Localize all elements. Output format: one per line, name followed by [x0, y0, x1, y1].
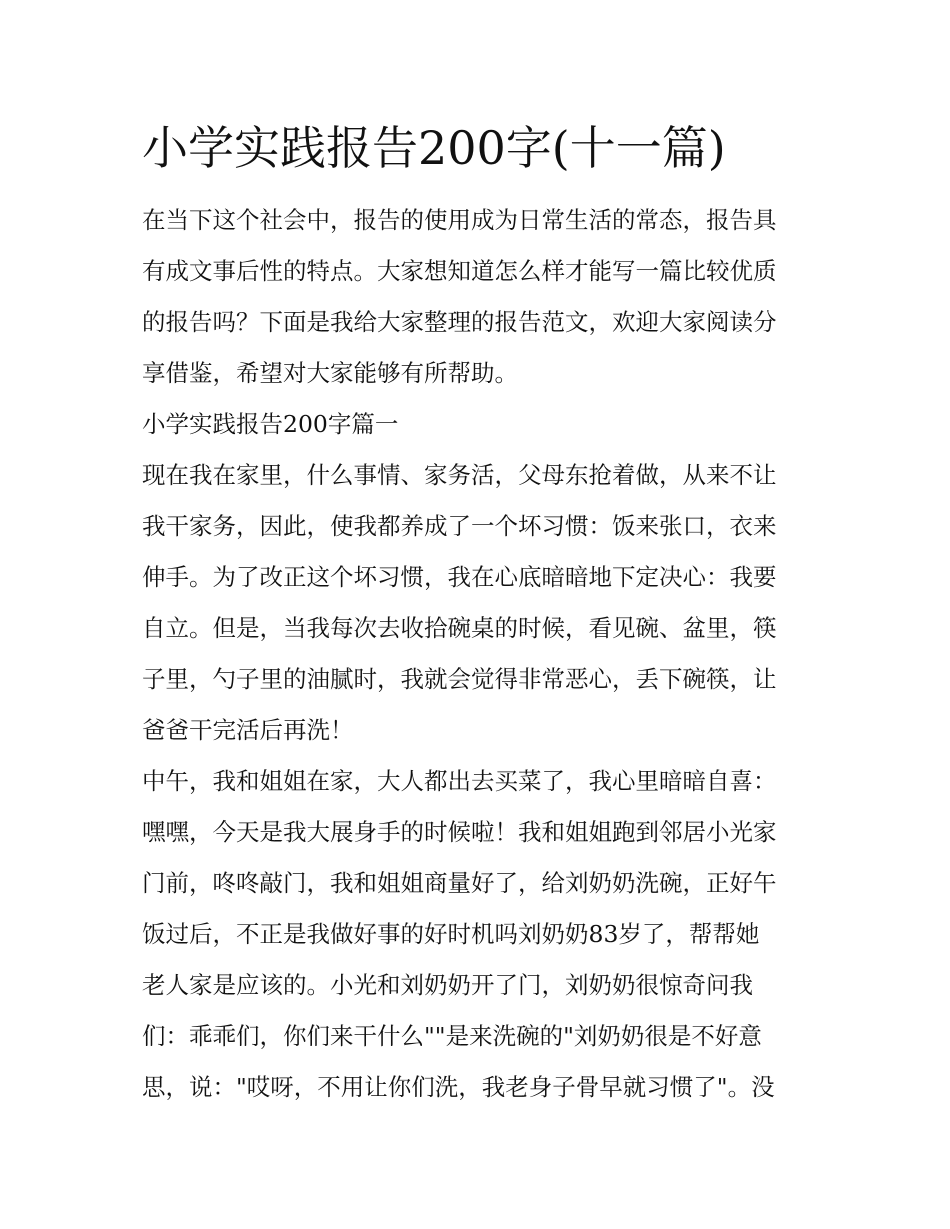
paragraph-line: 爸爸干完活后再洗！	[142, 716, 354, 744]
intro-line: 享借鉴，希望对大家能够有所帮助。	[142, 359, 518, 387]
intro-line: 有成文事后性的特点。大家想知道怎么样才能写一篇比较优质	[142, 257, 777, 285]
document-title: 小学实践报告200字(十一篇)	[142, 121, 726, 175]
paragraph-line: 老人家是应该的。小光和刘奶奶开了门，刘奶奶很惊奇问我	[142, 971, 753, 999]
intro-line: 的报告吗？下面是我给大家整理的报告范文，欢迎大家阅读分	[142, 308, 777, 336]
paragraph-line: 饭过后，不正是我做好事的好时机吗刘奶奶83岁了，帮帮她	[142, 920, 760, 948]
paragraph-line: 自立。但是，当我每次去收拾碗桌的时候，看见碗、盆里，筷	[142, 614, 777, 642]
section-heading: 小学实践报告200字篇一	[142, 410, 399, 438]
document-body	[142, 195, 812, 1113]
paragraph-line: 门前，咚咚敲门，我和姐姐商量好了，给刘奶奶洗碗，正好午	[142, 869, 777, 897]
intro-line: 在当下这个社会中，报告的使用成为日常生活的常态，报告具	[142, 206, 777, 234]
paragraph-line: 现在我在家里，什么事情、家务活，父母东抢着做，从来不让	[142, 461, 777, 489]
paragraph-line: 们：乖乖们，你们来干什么""是来洗碗的"刘奶奶很是不好意	[142, 1022, 762, 1050]
paragraph-line: 子里，勺子里的油腻时，我就会觉得非常恶心，丢下碗筷，让	[142, 665, 777, 693]
paragraph-line: 思，说："哎呀，不用让你们洗，我老身子骨早就习惯了"。没	[142, 1073, 775, 1101]
paragraph-line: 伸手。为了改正这个坏习惯，我在心底暗暗地下定决心：我要	[142, 563, 777, 591]
paragraph-line: 中午，我和姐姐在家，大人都出去买菜了，我心里暗暗自喜：	[142, 767, 777, 795]
paragraph-line: 我干家务，因此，使我都养成了一个坏习惯：饭来张口，衣来	[142, 512, 777, 540]
paragraph-line: 嘿嘿，今天是我大展身手的时候啦！我和姐姐跑到邻居小光家	[142, 818, 777, 846]
